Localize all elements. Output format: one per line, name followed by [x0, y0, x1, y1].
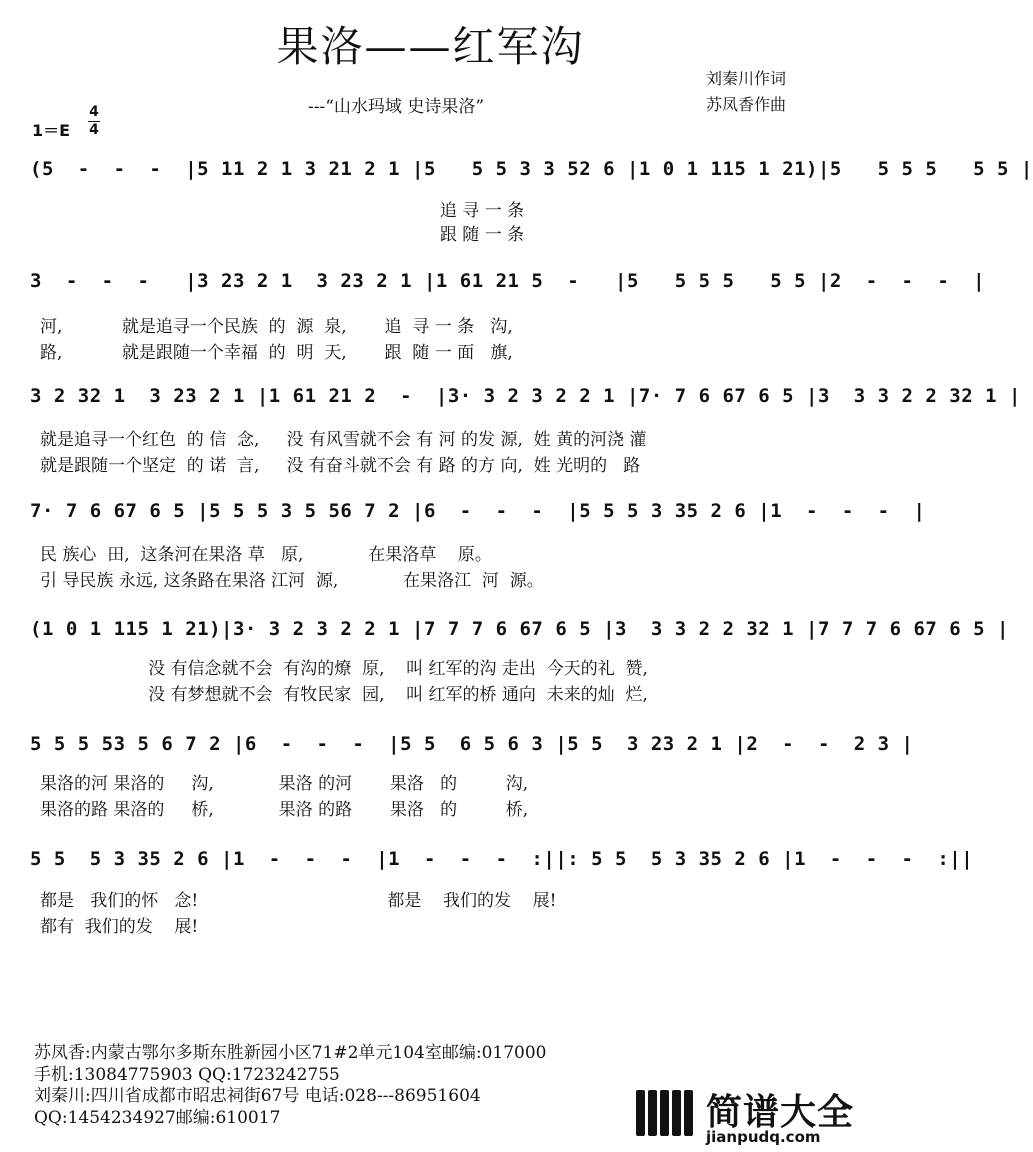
- notation-line: (5 - - - |5 11 2 1 3 21 2 1 |5 5 5 3 3 52 6 |1 0 1 115 1 21)|5 5 5 5 5 5 |: [30, 158, 1033, 180]
- contact-line-1: 苏凤香:内蒙古鄂尔多斯东胜新园小区71#2单元104室邮编:017000: [34, 1043, 547, 1063]
- lyric-verse-1: 果洛的河 果洛的 沟, 果洛 的河 果洛 的 沟,: [40, 774, 529, 794]
- lyric-verse-1: 河, 就是追寻一个民族 的 源 泉, 追 寻 一 条 沟,: [40, 317, 513, 337]
- notation-line: 5 5 5 53 5 6 7 2 |6 - - - |5 5 6 5 6 3 |5 5 3 23 2 1 |2 - - 2 3 |: [30, 733, 914, 755]
- watermark-name: 简谱大全: [706, 1092, 855, 1133]
- site-watermark: [636, 1084, 858, 1148]
- notation-line: (1 0 1 115 1 21)|3· 3 2 3 2 2 1 |7 7 7 6 67 6 5 |3 3 3 2 2 32 1 |7 7 7 6 67 6 5 |: [30, 618, 1009, 640]
- song-subtitle: ---“山水玛域 史诗果洛”: [308, 97, 485, 117]
- notation-line: 3 - - - |3 23 2 1 3 23 2 1 |1 61 21 5 - |5 5 5 5 5 5 |2 - - - |: [30, 270, 986, 292]
- composer-credit: 苏凤香作曲: [706, 95, 787, 114]
- lyric-verse-1: 追 寻 一 条: [40, 201, 525, 221]
- time-signature: [88, 105, 100, 138]
- notation-line: 3 2 32 1 3 23 2 1 |1 61 21 2 - |3· 3 2 3 2 2 1 |7· 7 6 67 6 5 |3 3 3 2 2 32 1 |: [30, 385, 1021, 407]
- song-title: 果洛——红军沟: [276, 22, 585, 71]
- lyric-verse-2: 就是跟随一个坚定 的 诺 言, 没 有奋斗就不会 有 路 的方 向, 姓 光明的 路: [40, 456, 641, 476]
- lyric-verse-1: 都是 我们的怀 念! 都是 我们的发 展!: [40, 891, 557, 911]
- lyric-verse-2: 路, 就是跟随一个幸福 的 明 天, 跟 随 一 面 旗,: [40, 343, 513, 363]
- contact-line-4: QQ:1454234927邮编:610017: [34, 1108, 281, 1128]
- contact-line-2: 手机:13084775903 QQ:1723242755: [34, 1065, 340, 1085]
- lyric-verse-2: 没 有梦想就不会 有牧民家 园, 叫 红军的桥 通向 未来的灿 烂,: [40, 685, 648, 705]
- meter-top: 4: [89, 104, 99, 120]
- lyric-verse-1: 就是追寻一个红色 的 信 念, 没 有风雪就不会 有 河 的发 源, 姓 黄的河浇 灌: [40, 430, 647, 450]
- lyric-verse-2: 引 导民族 永远, 这条路在果洛 江河 源, 在果洛江 河 源。: [40, 571, 544, 591]
- lyricist-credit: 刘秦川作词: [706, 69, 787, 88]
- lyric-verse-2: 都有 我们的发 展!: [40, 917, 199, 937]
- key-signature: 1＝E: [32, 121, 71, 140]
- lyric-verse-2: 果洛的路 果洛的 桥, 果洛 的路 果洛 的 桥,: [40, 800, 529, 820]
- notation-line: 7· 7 6 67 6 5 |5 5 5 3 5 56 7 2 |6 - - - |5 5 5 3 35 2 6 |1 - - - |: [30, 500, 926, 522]
- piano-icon: [636, 1090, 698, 1136]
- lyric-verse-1: 民 族心 田, 这条河在果洛 草 原, 在果洛草 原。: [40, 545, 492, 565]
- meter-bottom: 4: [89, 122, 99, 138]
- lyric-verse-2: 跟 随 一 条: [40, 225, 525, 245]
- contact-line-3: 刘秦川:四川省成都市昭忠祠街67号 电话:028---86951604: [34, 1086, 481, 1106]
- notation-line: 5 5 5 3 35 2 6 |1 - - - |1 - - - :||: 5 5 5 3 35 2 6 |1 - - - :||: [30, 848, 974, 870]
- watermark-url: jianpudq.com: [706, 1128, 821, 1146]
- lyric-verse-1: 没 有信念就不会 有沟的燎 原, 叫 红军的沟 走出 今天的礼 赞,: [40, 659, 648, 679]
